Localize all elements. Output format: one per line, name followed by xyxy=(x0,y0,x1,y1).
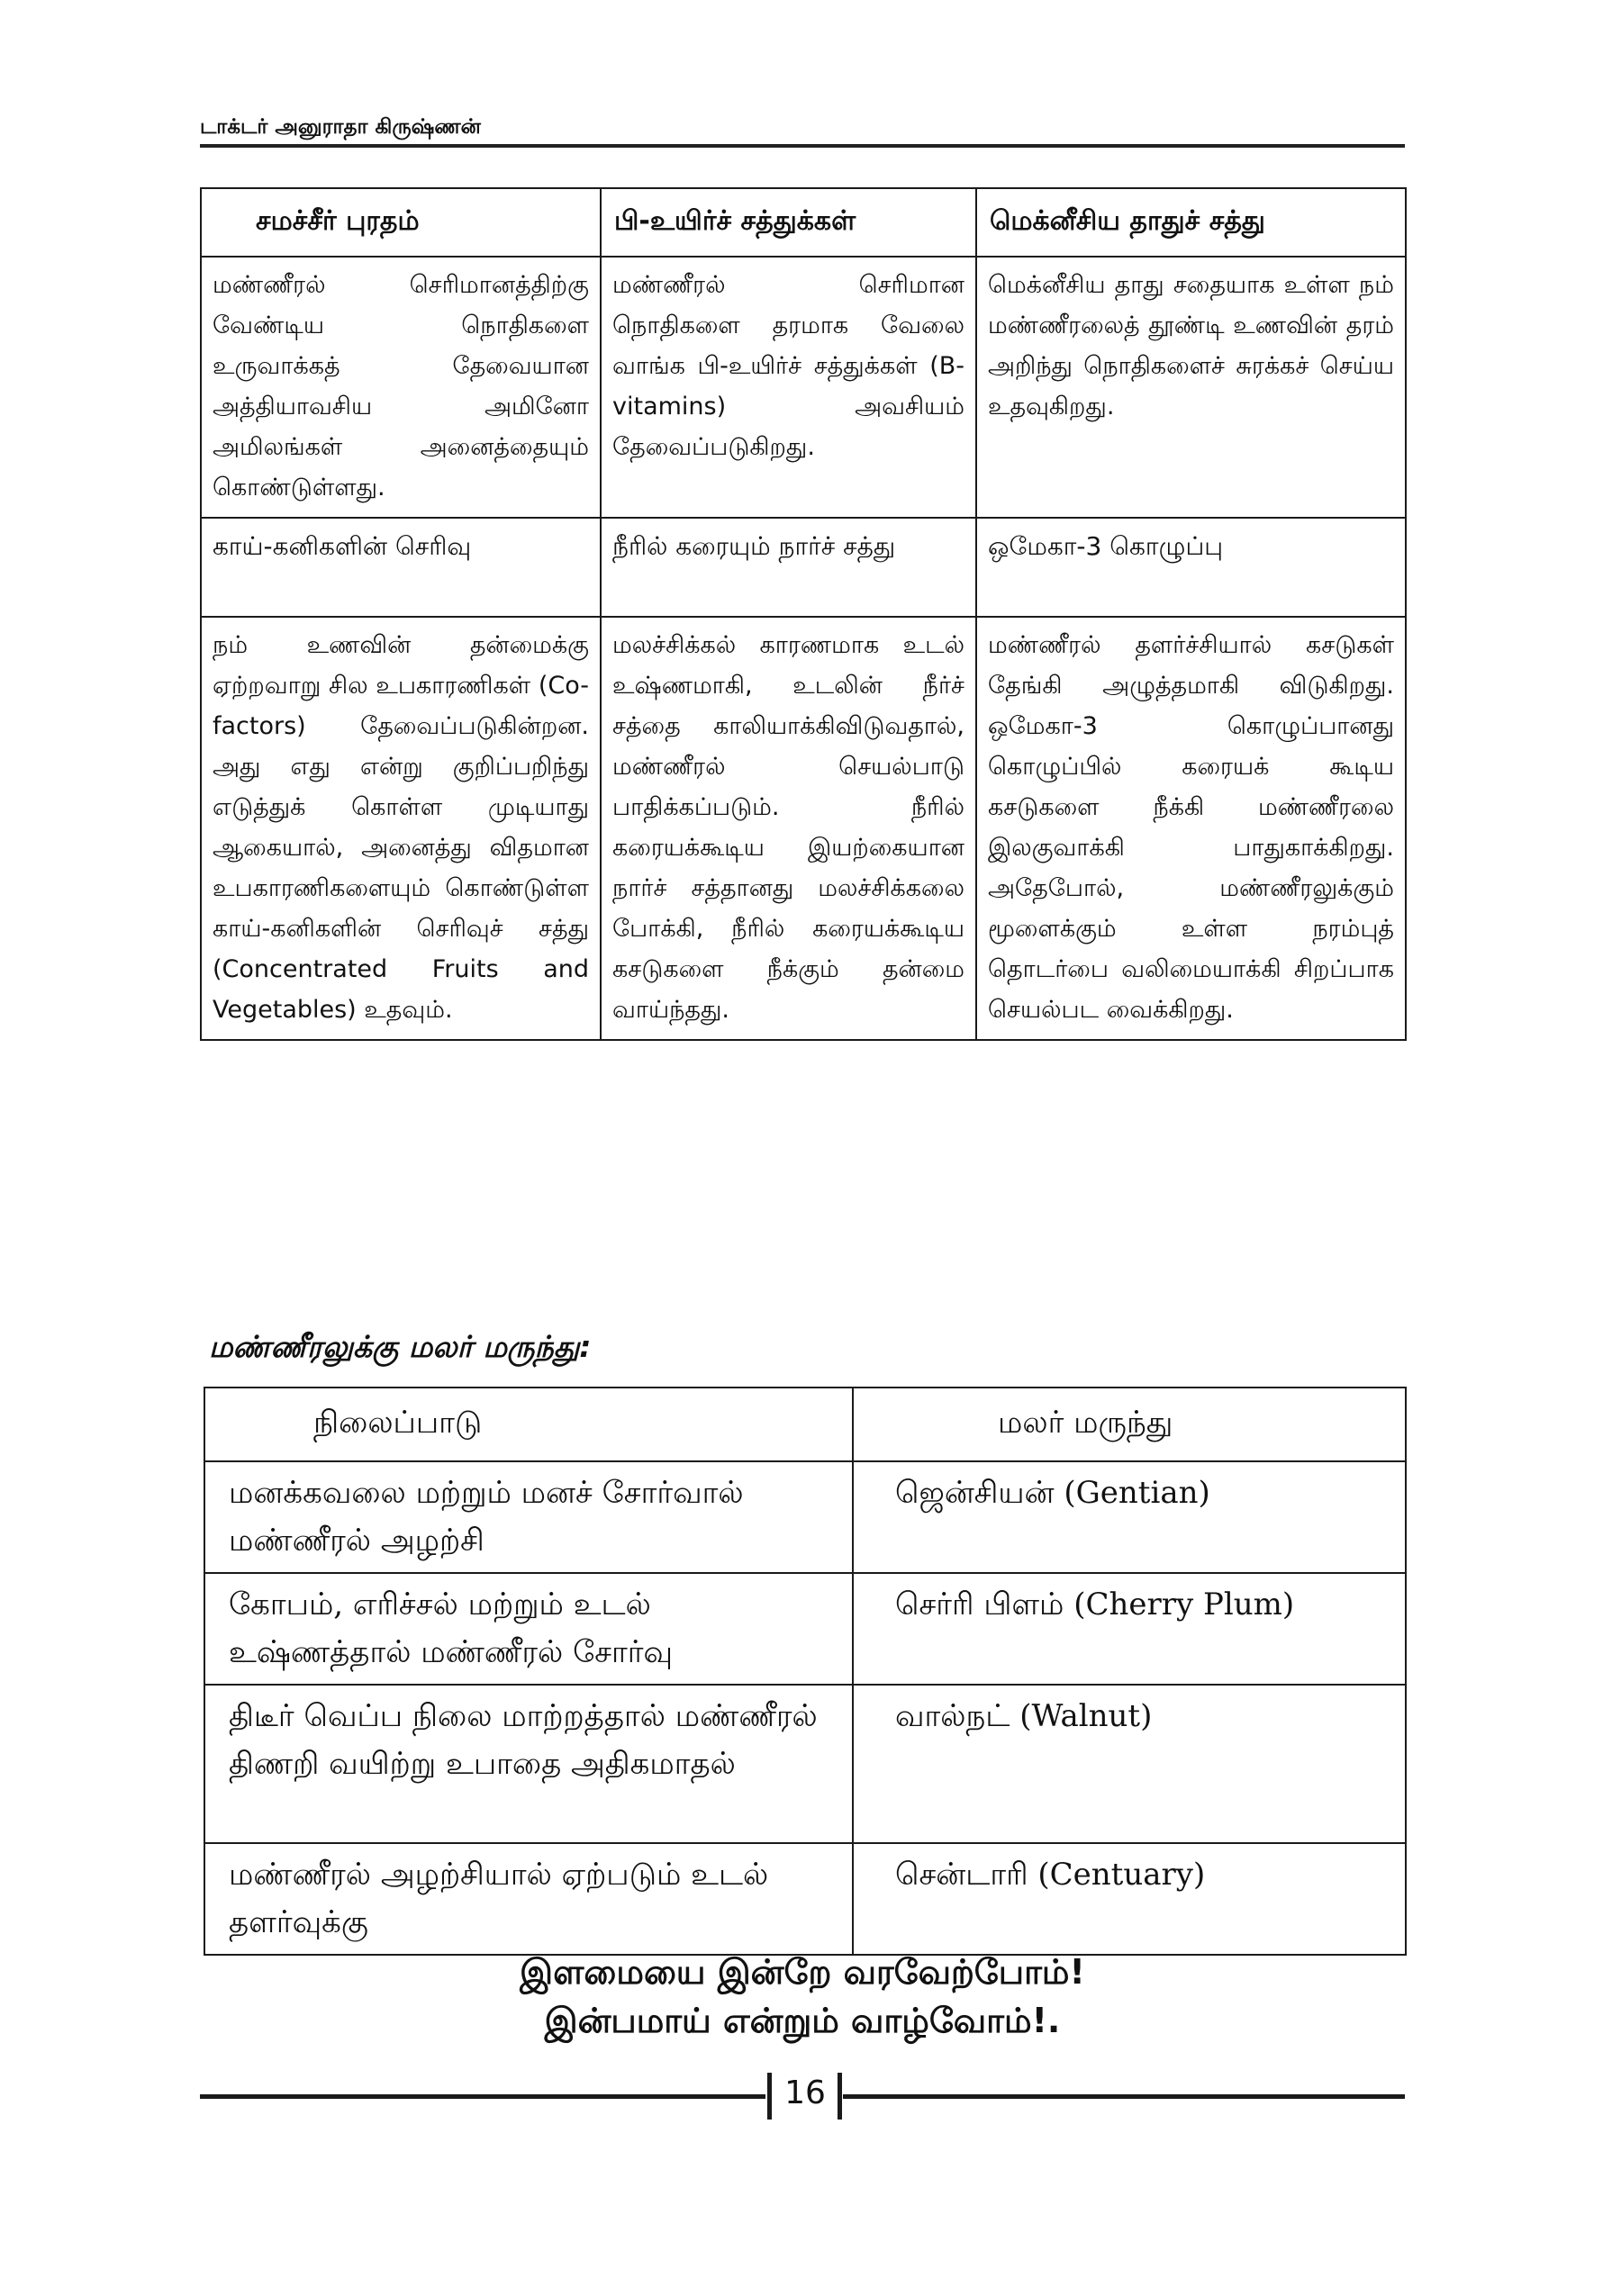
condition-cell: மனக்கவலை மற்றும் மனச் சோர்வால் மண்ணீரல் அழற்சி xyxy=(204,1461,853,1573)
table-row xyxy=(204,1843,1406,1955)
closing-line: இளமையை இன்றே வரவேற்போம்! xyxy=(520,1952,1085,1992)
page-number-bar xyxy=(767,2073,772,2120)
table-header-cell: நிலைப்பாடு xyxy=(204,1388,853,1461)
table-cell: மெக்னீசிய தாது சதையாக உள்ள நம் மண்ணீரலைத் தூண்டி உணவின் தரம் அறிந்து நொதிகளைச் சுரக்கச் செய்ய உதவுகிறது. xyxy=(976,257,1406,518)
remedy-cell: வால்நட் (Walnut) xyxy=(853,1685,1406,1843)
table-header-cell: பி-உயிர்ச் சத்துக்கள் xyxy=(601,188,976,257)
table-row xyxy=(201,257,1406,518)
table-row xyxy=(201,617,1406,1040)
running-header: டாக்டர் அனுராதா கிருஷ்ணன் xyxy=(200,115,481,139)
table-row xyxy=(204,1461,1406,1573)
remedy-cell: சென்டாரி (Centuary) xyxy=(853,1843,1406,1955)
table-subheader-row xyxy=(201,518,1406,617)
table-subheader-cell: ஒமேகா-3 கொழுப்பு xyxy=(976,518,1406,617)
table-cell: மண்ணீரல் செரிமான நொதிகளை தரமாக வேலை வாங்க பி-உயிர்ச் சத்துக்கள் (B-vitamins) அவசியம் தேவைப்படுகிறது. xyxy=(601,257,976,518)
table-cell: மண்ணீரல் செரிமானத்திற்கு வேண்டிய நொதிகளை உருவாக்கத் தேவையான அத்தியாவசிய அமினோ அமிலங்கள் அனைத்தையும் கொண்டுள்ளது. xyxy=(201,257,601,518)
nutrients-table xyxy=(200,187,1407,1041)
page-number: 16 xyxy=(784,2075,826,2111)
table-header-cell: மலர் மருந்து xyxy=(853,1388,1406,1461)
header-rule xyxy=(200,144,1405,148)
remedy-cell: ஜென்சியன் (Gentian) xyxy=(853,1461,1406,1573)
footer-rule xyxy=(200,2094,765,2099)
table-cell: மண்ணீரல் தளர்ச்சியால் கசடுகள் தேங்கி அழுத்தமாகி விடுகிறது. ஒமேகா-3 கொழுப்பானது கொழுப்பில் கரையக் கூடிய கசடுகளை நீக்கி மண்ணீரலை இலகுவாக்கி பாதுகாக்கிறது. அதேபோல், மண்ணீரலுக்கும் மூளைக்கும் உள்ள நரம்புத் தொடர்பை வலிமையாக்கி சிறப்பாக செயல்பட வைக்கிறது. xyxy=(976,617,1406,1040)
condition-cell: கோபம், எரிச்சல் மற்றும் உடல் உஷ்ணத்தால் மண்ணீரல் சோர்வு xyxy=(204,1573,853,1685)
table-cell: மலச்சிக்கல் காரணமாக உடல் உஷ்ணமாகி, உடலின் நீர்ச் சத்தை காலியாக்கிவிடுவதால், மண்ணீரல் செயல்பாடு பாதிக்கப்படும். நீரில் கரையக்கூடிய இயற்கையான நார்ச் சத்தானது மலச்சிக்கலை போக்கி, நீரில் கரையக்கூடிய கசடுகளை நீக்கும் தன்மை வாய்ந்தது. xyxy=(601,617,976,1040)
flower-remedy-table xyxy=(204,1387,1407,1956)
condition-cell: மண்ணீரல் அழற்சியால் ஏற்படும் உடல் தளர்வுக்கு xyxy=(204,1843,853,1955)
table-header-cell: சமச்சீர் புரதம் xyxy=(201,188,601,257)
remedy-cell: செர்ரி பிளம் (Cherry Plum) xyxy=(853,1573,1406,1685)
table-cell: நம் உணவின் தன்மைக்கு ஏற்றவாறு சில உபகாரணிகள் (Co-factors) தேவைப்படுகின்றன. அது எது என்று குறிப்பறிந்து எடுத்துக் கொள்ள முடியாது ஆகையால், அனைத்து விதமான உபகாரணிகளையும் கொண்டுள்ள காய்-கனிகளின் செரிவுச் சத்து (Concentrated Fruits and Vegetables) உதவும். xyxy=(201,617,601,1040)
table-subheader-cell: நீரில் கரையும் நார்ச் சத்து xyxy=(601,518,976,617)
closing-line: இன்பமாய் என்றும் வாழ்வோம்!. xyxy=(544,2001,1061,2040)
table-row xyxy=(204,1573,1406,1685)
table-header-row xyxy=(204,1388,1406,1461)
footer-rule xyxy=(843,2094,1405,2099)
table-subheader-cell: காய்-கனிகளின் செரிவு xyxy=(201,518,601,617)
section-heading: மண்ணீரலுக்கு மலர் மருந்து: xyxy=(209,1329,592,1364)
page-number-bar xyxy=(838,2073,842,2120)
table-row xyxy=(204,1685,1406,1843)
condition-cell: திடீர் வெப்ப நிலை மாற்றத்தால் மண்ணீரல் திணறி வயிற்று உபாதை அதிகமாதல் xyxy=(204,1685,853,1843)
table-header-row xyxy=(201,188,1406,257)
table-header-cell: மெக்னீசிய தாதுச் சத்து xyxy=(976,188,1406,257)
